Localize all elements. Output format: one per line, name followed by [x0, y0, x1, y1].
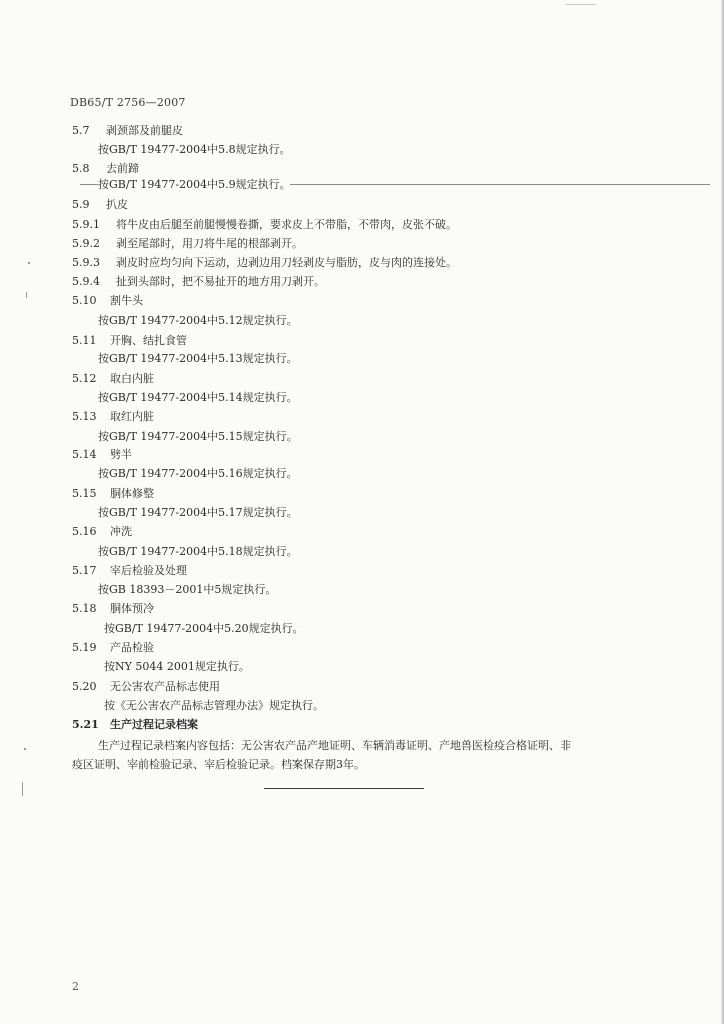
section-heading: [72, 334, 187, 348]
section-heading: [72, 680, 220, 694]
section-body: 按GB 18393－2001中5规定执行。: [98, 583, 277, 596]
section-heading: [72, 448, 132, 462]
section-title: 开胸、结扎食管: [110, 334, 187, 347]
subsection-text: 将牛皮由后腿至前腿慢慢卷撕，要求皮上不带脂，不带肉，皮张不破。: [116, 218, 457, 231]
section-number: 5.17: [72, 564, 97, 577]
section-heading: [72, 525, 132, 539]
paragraph-line: 生产过程记录档案内容包括：无公害农产品产地证明、车辆消毒证明、产地兽医检疫合格证明、非: [98, 739, 571, 752]
section-title: 冲洗: [110, 525, 132, 538]
scan-speck: [566, 4, 596, 5]
section-title: 胴体修整: [110, 487, 154, 500]
section-title: 剥颈部及前腿皮: [106, 124, 183, 137]
section-heading: [72, 294, 143, 308]
section-body: 按GB/T 19477-2004中5.9规定执行。: [98, 178, 291, 191]
scan-speck: [24, 748, 26, 750]
section-body: 按GB/T 19477-2004中5.8规定执行。: [98, 143, 291, 156]
section-title: 割牛头: [110, 294, 143, 307]
section-number: 5.12: [72, 372, 97, 385]
subsection: [72, 275, 325, 289]
paragraph-line: 疫区证明、宰前检验记录、宰后检验记录。档案保存期3年。: [72, 758, 365, 771]
section-title: 去前蹄: [106, 162, 139, 175]
scan-speck: [28, 262, 30, 264]
section-body: 按GB/T 19477-2004中5.18规定执行。: [98, 545, 298, 558]
section-number: 5.13: [72, 410, 97, 423]
section-body: 按GB/T 19477-2004中5.12规定执行。: [98, 314, 298, 327]
end-rule: [264, 788, 424, 789]
section-number: 5.7: [72, 124, 90, 137]
section-heading: [72, 372, 154, 386]
section-body: 按GB/T 19477-2004中5.15规定执行。: [98, 430, 298, 443]
subsection: [72, 256, 457, 270]
stray-line-left: [80, 184, 98, 185]
subsection-number: 5.9.4: [72, 275, 100, 288]
section-title: 产品检验: [110, 641, 154, 654]
section-body: 按《无公害农产品标志管理办法》规定执行。: [104, 699, 324, 712]
section-heading: [72, 198, 128, 212]
section-heading: [72, 410, 154, 424]
section-body: 按GB/T 19477-2004中5.20规定执行。: [104, 622, 304, 635]
section-heading: [72, 602, 154, 616]
section-number: 5.10: [72, 294, 97, 307]
subsection-number: 5.9.2: [72, 237, 100, 250]
section-heading: [72, 487, 154, 501]
section-number: 5.11: [72, 334, 97, 347]
subsection-text: 剥皮时应均匀向下运动，边剥边用刀轻剥皮与脂肪，皮与肉的连接处。: [116, 256, 457, 269]
section-number: 5.19: [72, 641, 97, 654]
section-title: 宰后检验及处理: [110, 564, 187, 577]
section-heading: [72, 641, 154, 655]
subsection-number: 5.9.3: [72, 256, 100, 269]
subsection-text: 扯到头部时，把不易扯开的地方用刀剥开。: [116, 275, 325, 288]
stray-line-right: [290, 184, 710, 185]
document-code-header: DB65/T 2756—2007: [70, 96, 186, 109]
subsection-number: 5.9.1: [72, 218, 100, 231]
section-heading: [72, 718, 198, 732]
subsection: [72, 218, 457, 232]
section-body: 按GB/T 19477-2004中5.17规定执行。: [98, 506, 298, 519]
scan-speck: [26, 292, 27, 298]
section-title: 胴体预冷: [110, 602, 154, 615]
section-title: 无公害农产品标志使用: [110, 680, 220, 693]
section-number: 5.18: [72, 602, 97, 615]
section-title: 扒皮: [106, 198, 128, 211]
page-number: 2: [72, 980, 79, 993]
section-title: 劈半: [110, 448, 132, 461]
section-number: 5.9: [72, 198, 90, 211]
section-title: 生产过程记录档案: [110, 718, 198, 731]
subsection-text: 剥至尾部时，用刀将牛尾的根部剥开。: [116, 237, 303, 250]
section-number: 5.14: [72, 448, 97, 461]
section-heading: [72, 124, 183, 138]
section-number: 5.8: [72, 162, 90, 175]
section-title: 取白内脏: [110, 372, 154, 385]
section-number: 5.16: [72, 525, 97, 538]
section-number: 5.21: [72, 718, 99, 731]
section-number: 5.20: [72, 680, 97, 693]
section-body: 按GB/T 19477-2004中5.13规定执行。: [98, 352, 298, 365]
section-body: 按GB/T 19477-2004中5.14规定执行。: [98, 391, 298, 404]
section-body: 按NY 5044 2001规定执行。: [104, 660, 250, 673]
subsection: [72, 237, 303, 251]
scan-speck: [22, 782, 23, 796]
section-number: 5.15: [72, 487, 97, 500]
section-body: 按GB/T 19477-2004中5.16规定执行。: [98, 467, 298, 480]
section-heading: [72, 162, 139, 176]
section-title: 取红内脏: [110, 410, 154, 423]
section-heading: [72, 564, 187, 578]
